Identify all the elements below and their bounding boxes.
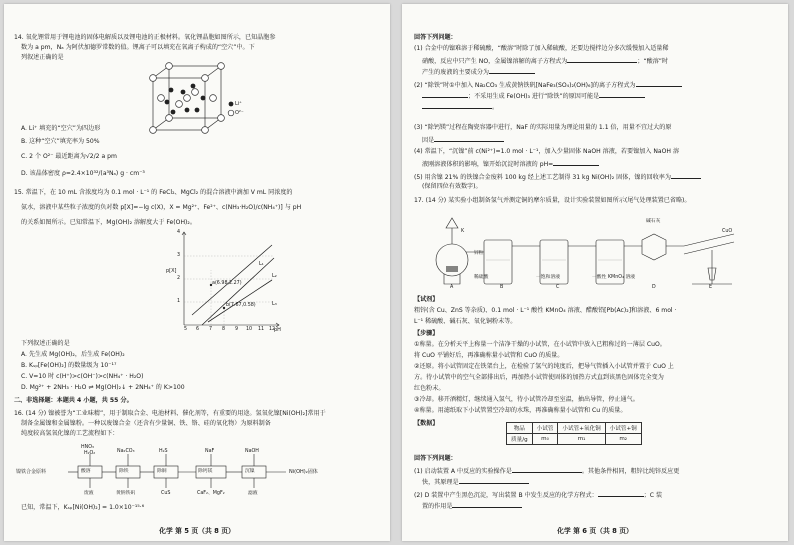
table-header-row — [507, 423, 642, 434]
q17-q2b: 置的作用是 — [422, 501, 522, 512]
table-header: 小试管 — [532, 423, 558, 434]
letter-d: D — [652, 285, 656, 290]
step-2b: 方。待小试管中的空气全部排出后，再加热小试管使固体的加热方式直到该黑色固体完全变为 — [414, 374, 664, 381]
flow-end: Ni(OH)₂固体 — [289, 469, 318, 475]
graph-x-tick-8: 8 — [222, 327, 226, 332]
answer-blank-12[interactable] — [598, 490, 644, 497]
flow-step-copper: 除铜 — [157, 469, 167, 474]
q16-stem-line-2: 制备金属镍和金属镍粉。一种以废镍合金（还含有少量铜、铁、铬、硅的氧化物）为原料制备 — [21, 420, 271, 427]
q15-option-d: D. Mg²⁺ + 2NH₃ · H₂O ⇌ Mg(OH)₂↓ + 2NH₄⁺ 的 K>100 — [21, 384, 185, 391]
q16-stem-line-3: 纯度较高氢氧化镍的工艺流程如下： — [21, 430, 119, 437]
graph-y-tick-4: 4 — [177, 230, 181, 235]
answer-blank-9[interactable] — [671, 172, 701, 179]
q15-stem-line-3: 的关系如图所示。已知常温下，Mg(OH)₂ 溶解度大于 Fe(OH)₂。 — [21, 219, 196, 226]
label-cuo: CuO — [722, 229, 733, 234]
q15-stem-line-2: 氨水，溶液中某些粒子浓度的负对数 p[X]=−lg c(X)，X = Mg²⁺、Fe²⁺、c(NH₃·H₂O)/c(NH₄⁺)] 与 pH — [21, 204, 302, 211]
q14-stem-line-3: 列叙述正确的是 — [21, 54, 64, 61]
graph-line-l3: L₃ — [272, 301, 277, 307]
section-2-heading: 二、非选择题：本题共 4 小题，共 55 分。 — [14, 397, 133, 404]
q16-item-1b: 硝酸，反应中只产生 NO，金属镍溶解的离子方程式为 ；“酸溶”时 — [422, 58, 669, 65]
q14-option-a: A. Li⁺ 填充的“空穴”为四边形 — [21, 125, 101, 132]
q17-apparatus — [422, 210, 752, 290]
table-cell: m₂ — [605, 434, 641, 445]
graph-x-tick-12: 12 — [269, 327, 276, 332]
q17-q1b: 快，其原理是 — [422, 477, 529, 488]
answer-blank-7[interactable] — [434, 135, 504, 142]
label-acid: 稀硫酸 — [474, 275, 489, 280]
q17-q1a: (1) 启动装置 A 中反应的实验操作是 。其他条件相同，粗锌比纯锌反应更 — [414, 468, 680, 475]
table-header: 小试管+氧化铜 — [558, 423, 605, 434]
q16-answer-header: 回答下列问题： — [414, 34, 457, 41]
graph-x-tick-10: 10 — [246, 327, 253, 332]
answer-blank-2[interactable] — [489, 67, 535, 74]
answer-blank-3[interactable] — [636, 80, 682, 87]
q14-stem-line-2: 数为 a pm，Nₐ 为阿伏加德罗常数的值。锂离子可以填充在氧离子构成的“空穴”中。下 — [21, 44, 255, 51]
q16-item-3b: 因是 — [422, 135, 504, 146]
answer-blank-13[interactable] — [452, 501, 522, 508]
step-2c: 红色粉末。 — [414, 385, 445, 392]
right-page — [402, 4, 788, 541]
label-zinc: 锌粒 — [474, 251, 484, 256]
flow-step-nickel: 沉镍 — [245, 469, 255, 474]
q14-option-b: B. 这种“空穴”填充率为 50% — [21, 138, 100, 145]
q14-stem-line-1: 14. 氧化锂常用于锂电池的固体电解质以及锂电池的正极材料。氧化锂晶胞如图所示，已知晶胞参 — [14, 34, 276, 41]
flow-waste-1: 废液 — [84, 491, 94, 496]
table-header: 小试管+铜 — [605, 423, 641, 434]
flow-step-iron: 除铁 — [119, 469, 129, 474]
letter-c: C — [556, 285, 560, 290]
q17-stem: 17. (14 分) 某实验小组制备氢气并测定铜的摩尔质量，设计实验装置如图所示(尾气处理装置已省略)。 — [414, 197, 691, 204]
answer-blank-4[interactable] — [422, 91, 468, 98]
q16-item-2a: (2) “除铁”时①中加入 Na₂CO₃ 生成黄钠铁矾[NaFe₃(SO₄)₂(OH)₆]的离子方程式为 — [414, 80, 682, 91]
flow-step-camg: 除钙镁 — [198, 469, 213, 474]
graph-x-tick-7: 7 — [209, 327, 213, 332]
table-cell: m₁ — [558, 434, 605, 445]
q16-item-4b: 液刚溶液体积的影响，镍开始沉淀时溶液的 pH= — [422, 159, 599, 170]
q16-item-1a: (1) 合金中的镍难溶于稀硫酸，“酸溶”时除了加入稀硫酸，还要边搅拌边分多次缓慢加入适量稀 — [414, 45, 669, 52]
q17-q2a: (2) D 装置中产生黑色沉淀，写出装置 B 中发生反应的化学方程式： ；C 装 — [414, 492, 663, 499]
graph-y-tick-2: 2 — [177, 276, 181, 281]
legend-li-ion: Li⁺ — [235, 101, 242, 107]
q16-item-1c: 产生的废液的主要成分为 — [422, 67, 535, 78]
label-k: K — [461, 229, 465, 234]
step-4: ④称量。用滤纸取下小试管置空冷却的水珠，再准确称量小试管和 Cu 的质量。 — [414, 407, 627, 414]
q15-option-c: C. V=10 时 c(H⁺)>c(OH⁻)>c(NH₄⁺ · H₂O) — [21, 373, 144, 380]
label-kmno4: 一酸性 KMnO₄ 溶液 — [592, 275, 636, 280]
answer-blank-11[interactable] — [459, 477, 529, 484]
q16-stem-line-1: 16. (14 分) 镍被誉为“工业味精”，用于制取合金、电池材料、催化剂等，有重要的用途。氢氧化镍[Ni(OH)₂]常用于 — [14, 410, 326, 417]
right-page-footer: 化学 第 6 页（共 8 页） — [557, 527, 633, 535]
q16-item-3a: (3) “除钙镁”过程在陶瓷容器中进行，NaF 的实际用量为理论用量的 1.1 倍，用量不宜过大的原 — [414, 124, 672, 131]
answer-blank-1[interactable] — [567, 56, 637, 63]
graph-x-axis-label: pH — [274, 327, 281, 333]
graph-y-tick-1: 1 — [177, 299, 181, 304]
letter-a: A — [450, 285, 454, 290]
q16-item-4a: (4) 常温下，“沉镍”前 c(Ni²⁺)=1.0 mol · L⁻¹，加入少量固体 NaOH 溶液，若要镍加入 NaOH 溶 — [414, 148, 680, 155]
table-header: 物品 — [507, 423, 533, 434]
flow-waste-2: 黄钠铁矾 — [116, 491, 136, 496]
flow-waste-4: CaF₂、MgF₂ — [197, 491, 225, 496]
step-3: ③冷却。移开酒精灯，继续通入氢气，待小试管冷却至室温，抽出导管，停止通气。 — [414, 396, 639, 403]
crystal-cell-figure — [147, 62, 247, 138]
q16-item-2c: 。 — [422, 102, 498, 113]
answer-blank-10[interactable] — [512, 466, 582, 473]
flow-start: 镍铁合金原料 — [16, 469, 47, 475]
flow-waste-5: 滤液 — [248, 491, 258, 496]
q16-item-2b: ；不采用生成 Fe(OH)₃ 进行“除铁”的原因可能是 — [422, 91, 645, 102]
letter-e: E — [709, 285, 713, 290]
mass-data-table — [506, 422, 642, 445]
q16-item-5a: (5) 用含镍 21% 的铁镍合金废料 100 kg 经上述工艺制得 31 kg Ni(OH)₂ 固体，镍的回收率为 — [414, 172, 701, 183]
label-soda-lime: 碱石灰 — [646, 219, 661, 224]
flow-reagent-1: HNO₃ — [81, 445, 94, 450]
table-row — [507, 434, 642, 445]
reagents-line-2: L⁻¹ 稀硫酸、碱石灰、氧化铜粉末等。 — [414, 318, 517, 325]
step-1a: ①称量。在分析天平上称量一个洁净干燥的小试管，在小试管中放入已粗称过的一薄层 CuO。 — [414, 341, 666, 348]
letter-b: B — [500, 285, 504, 290]
left-page-footer: 化学 第 5 页（共 8 页） — [159, 527, 235, 535]
graph-point-a: a(6.98,2.27) — [212, 281, 242, 286]
q15-prompt: 下列叙述正确的是 — [21, 340, 70, 347]
table-cell: m₀ — [532, 434, 558, 445]
flow-step-acid: 酸溶 — [81, 469, 91, 474]
graph-point-b: b(7.67,0.58) — [226, 303, 256, 308]
step-2a: ②还原。将小试管固定在铁架台上，在检验了氢气的纯度后，把导气管插入小试管并置于 CuO 上 — [414, 363, 674, 370]
flow-reagent-6: NaOH — [245, 449, 259, 454]
q15-stem-line-1: 15. 常温下，在 10 mL 含浓度均为 0.1 mol · L⁻¹ 的 FeCl₂、MgCl₂ 的混合溶液中滴加 V mL 同浓度的 — [14, 189, 293, 196]
q14-option-d: D. 该晶体密度 ρ=2.4×10³²/(a³Nₐ) g · cm⁻³ — [21, 170, 145, 177]
graph-x-tick-11: 11 — [258, 327, 265, 332]
graph-x-tick-5: 5 — [184, 327, 188, 332]
flow-waste-3: CuS — [161, 491, 171, 496]
flow-reagent-5: NaF — [205, 449, 215, 454]
graph-y-tick-3: 3 — [177, 253, 181, 258]
q16-note: 已知，常温下，Kₛₚ[Ni(OH)₂] = 1.0×10⁻¹⁵·⁶ — [21, 504, 145, 511]
answer-blank-5[interactable] — [599, 91, 645, 98]
answer-blank-8[interactable] — [553, 159, 599, 166]
left-page — [4, 4, 390, 541]
reagents-line-1: 粗锌(含 Cu、ZnS 等杂质)、0.1 mol · L⁻¹ 酸性 KMnO₄ 溶液、醋酸铅[Pb(Ac)₂]和溶液、6 mol · — [414, 307, 677, 314]
q17-questions-header: 回答下列问题： — [414, 455, 457, 462]
flow-reagent-2: H₂O₂ — [84, 451, 96, 456]
graph-y-axis-label: p[X] — [166, 268, 177, 274]
graph-x-tick-9: 9 — [235, 327, 239, 332]
step-1b: 将 CuO 平铺好后，再准确称量小试管和 CuO 的质量。 — [414, 352, 564, 359]
reagents-title: 【试剂】 — [414, 296, 439, 303]
table-row-label: 质量/g — [507, 434, 533, 445]
data-title: 【数据】 — [414, 420, 439, 427]
graph-x-tick-6: 6 — [196, 327, 200, 332]
q15-option-a: A. 先生成 Mg(OH)₂，后生成 Fe(OH)₂ — [21, 351, 125, 358]
legend-o-ion: O²⁻ — [235, 110, 244, 116]
steps-title: 【步骤】 — [414, 330, 439, 337]
answer-blank-6[interactable] — [422, 102, 492, 109]
q14-option-c: C. 2 个 O²⁻ 最近距离为√2/2 a pm — [21, 153, 117, 160]
q16-item-5b: (保留四位有效数字)。 — [422, 183, 482, 190]
q15-option-b: B. Kₛₚ[Fe(OH)₂] 的数量级为 10⁻¹⁷ — [21, 362, 117, 369]
graph-line-l2: L₂ — [272, 273, 277, 279]
label-saturated-solution: 一饱和溶液 — [536, 275, 560, 280]
flow-reagent-4: H₂S — [159, 449, 168, 454]
graph-line-l1: L₁ — [259, 261, 264, 267]
flow-reagent-3: Na₂CO₃ — [117, 449, 135, 454]
